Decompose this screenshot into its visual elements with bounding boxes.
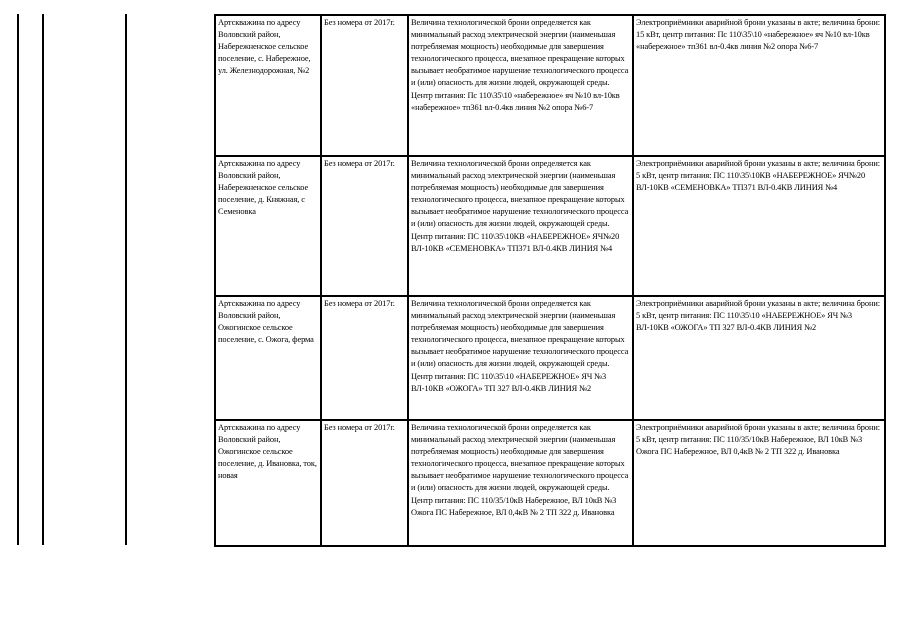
- description-cell: Величина технологической брони определяется как минимальный расход электрической энергии (наименьшая потребляемая мощность) необходимые для завершения технологического процесса, внезапное прекращение которых вызывает необратимое нарушение технологического процесса и (или) опасность для жизни людей, окружающей среды. Центр питания: ПС 110\35\10 «НАБЕРЕЖНОЕ» ЯЧ №3 ВЛ-10КВ «ОЖОГА» ТП 327 ВЛ-0.4КВ ЛИНИЯ №2: [408, 296, 633, 420]
- note-cell: Электроприёмники аварийной брони указаны в акте; величина брони: 15 кВт, центр питания: Пс 110\35\10 «набережное» яч №10 вл-10кв «набережное» тп361 вл-0.4кв линия №2 опора №6-7: [633, 15, 885, 156]
- emergency-reserve-table: [214, 14, 886, 547]
- object-address-cell: Артскважина по адресу Воловский район, Ожогинское сельское поселение, с. Ожога, ферма: [215, 296, 321, 420]
- act-number-cell: Без номера от 2017г.: [321, 15, 408, 156]
- object-address-cell: Артскважина по адресу Воловский район, Ожогинское сельское поселение, д. Ивановка, ток, новая: [215, 420, 321, 546]
- object-address-cell: Артскважина по адресу Воловский район, Набережненское сельское поселение, д. Княжная, с Семеновка: [215, 156, 321, 296]
- left-column-rule-2: [42, 14, 44, 545]
- description-cell: Величина технологической брони определяется как минимальный расход электрической энергии (наименьшая потребляемая мощность) необходимые для завершения технологического процесса, внезапное прекращение которых вызывает необратимое нарушение технологического процесса и (или) опасность для жизни людей, окружающей среды. Центр питания: ПС 110\35\10КВ «НАБЕРЕЖНОЕ» ЯЧ№20 ВЛ-10КВ «СЕМЕНОВКА» ТП371 ВЛ-0.4КВ ЛИНИЯ №4: [408, 156, 633, 296]
- note-cell: Электроприёмники аварийной брони указаны в акте; величина брони: 5 кВт, центр питания: ПС 110\35\10 «НАБЕРЕЖНОЕ» ЯЧ №3 ВЛ-10КВ «ОЖОГА» ТП 327 ВЛ-0.4КВ ЛИНИЯ №2: [633, 296, 885, 420]
- note-cell: Электроприёмники аварийной брони указаны в акте; величина брони: 5 кВт, центр питания: ПС 110/35/10кВ Набережное, ВЛ 10кВ №3 Ожога ПС Набережное, ВЛ 0,4кВ № 2 ТП 322 д. Ивановка: [633, 420, 885, 546]
- table-row: [215, 15, 885, 156]
- table-row: [215, 156, 885, 296]
- act-number-cell: Без номера от 2017г.: [321, 156, 408, 296]
- table-row: [215, 296, 885, 420]
- left-column-rule-1: [17, 14, 19, 545]
- description-cell: Величина технологической брони определяется как минимальный расход электрической энергии (наименьшая потребляемая мощность) необходимые для завершения технологического процесса, внезапное прекращение которых вызывает необратимое нарушение технологического процесса и (или) опасность для жизни людей, окружающей среды. Центр питания: ПС 110/35/10кВ Набережное, ВЛ 10кВ №3 Ожога ПС Набережное, ВЛ 0,4кВ № 2 ТП 322 д. Ивановка: [408, 420, 633, 546]
- object-address-cell: Артскважина по адресу Воловский район, Набережненское сельское поселение, с. Набережное, ул. Железнодорожная, №2: [215, 15, 321, 156]
- act-number-cell: Без номера от 2017г.: [321, 296, 408, 420]
- note-cell: Электроприёмники аварийной брони указаны в акте; величина брони: 5 кВт, центр питания: ПС 110\35\10КВ «НАБЕРЕЖНОЕ» ЯЧ№20 ВЛ-10КВ «СЕМЕНОВКА» ТП371 ВЛ-0.4КВ ЛИНИЯ №4: [633, 156, 885, 296]
- table-row: [215, 420, 885, 546]
- description-cell: Величина технологической брони определяется как минимальный расход электрической энергии (наименьшая потребляемая мощность) необходимые для завершения технологического процесса, внезапное прекращение которых вызывает необратимое нарушение технологического процесса и (или) опасность для жизни людей, окружающей среды. Центр питания: Пс 110\35\10 «набережное» яч №10 вл-10кв «набережное» тп361 вл-0.4кв линия №2 опора №6-7: [408, 15, 633, 156]
- act-number-cell: Без номера от 2017г.: [321, 420, 408, 546]
- left-column-rule-3: [125, 14, 127, 545]
